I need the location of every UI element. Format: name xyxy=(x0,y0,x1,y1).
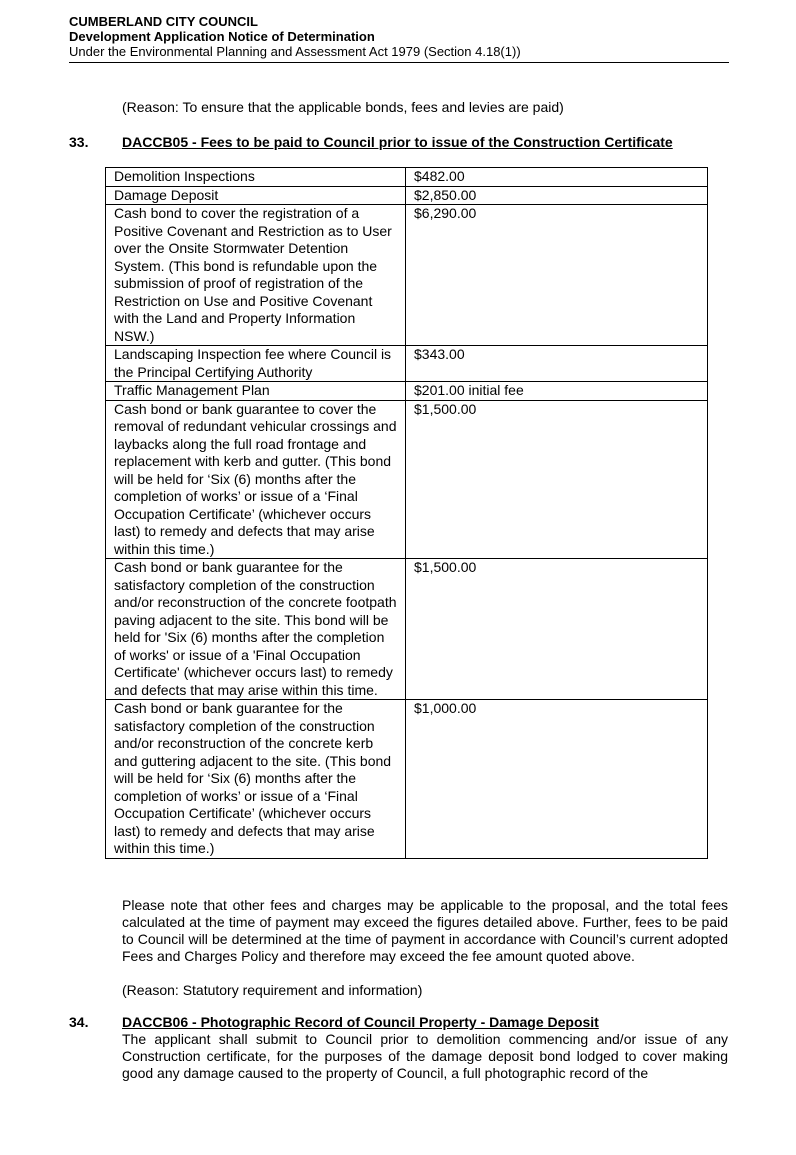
fee-description: Traffic Management Plan xyxy=(106,382,406,401)
fee-amount: $343.00 xyxy=(406,346,708,382)
header-divider xyxy=(69,62,729,63)
table-row xyxy=(106,168,708,187)
fee-amount: $1,000.00 xyxy=(406,700,708,859)
section-34-body: The applicant shall submit to Council prior to demolition commencing and/or issue of any Construction certificate, for the purposes of the damage deposit bond lodged to cover making good any damage caused to the property of Council, a full photographic record of the xyxy=(122,1031,728,1081)
fee-description: Cash bond or bank guarantee to cover the removal of redundant vehicular crossings and laybacks along the full road frontage and replacement with kerb and gutter. (This bond will be held for ‘Six (6) months after the completion of works’ or issue of a ‘Final Occupation Certificate’ (whichever occurs last) to remedy and defects that may arise within this time.) xyxy=(106,400,406,559)
table-row xyxy=(106,559,708,700)
reason-statement-33: (Reason: Statutory requirement and information) xyxy=(122,982,423,998)
section-33-number: 33. xyxy=(69,134,89,150)
section-34-number: 34. xyxy=(69,1014,89,1030)
fee-amount: $1,500.00 xyxy=(406,559,708,700)
document-subtitle: Under the Environmental Planning and Assessment Act 1979 (Section 4.18(1)) xyxy=(69,44,521,59)
fee-description: Demolition Inspections xyxy=(106,168,406,187)
section-34-title: DACCB06 - Photographic Record of Council Property - Damage Deposit xyxy=(122,1014,599,1030)
fee-description: Cash bond or bank guarantee for the satisfactory completion of the construction and/or reconstruction of the concrete kerb and guttering adjacent to the site. (This bond will be held for ‘Six (6) months after the completion of works’ or issue of a ‘Final Occupation Certificate’ (whichever occurs last) to remedy and defects that may arise within this time.) xyxy=(106,700,406,859)
table-row xyxy=(106,382,708,401)
council-name: CUMBERLAND CITY COUNCIL xyxy=(69,14,258,29)
fee-description: Landscaping Inspection fee where Council is the Principal Certifying Authority xyxy=(106,346,406,382)
fees-note-paragraph: Please note that other fees and charges may be applicable to the proposal, and the total fees calculated at the time of payment may exceed the figures detailed above. Further, fees to be paid to Council will be determined at the time of payment in accordance with Council’s current adopted Fees and Charges Policy and therefore may exceed the fee amount quoted above. xyxy=(122,897,728,964)
fee-description: Cash bond or bank guarantee for the satisfactory completion of the construction and/or reconstruction of the concrete footpath paving adjacent to the site. This bond will be held for 'Six (6) months after the completion of works' or issue of a 'Final Occupation Certificate' (whichever occurs last) to remedy and defects that may arise within this time. xyxy=(106,559,406,700)
table-row xyxy=(106,700,708,859)
reason-statement-top: (Reason: To ensure that the applicable bonds, fees and levies are paid) xyxy=(122,99,564,115)
fees-table xyxy=(105,167,708,859)
table-row xyxy=(106,346,708,382)
section-33-title: DACCB05 - Fees to be paid to Council prior to issue of the Construction Certificate xyxy=(122,134,673,150)
table-row xyxy=(106,186,708,205)
document-title: Development Application Notice of Determination xyxy=(69,29,375,44)
fee-description: Cash bond to cover the registration of a Positive Covenant and Restriction as to User over the Onsite Stormwater Detention System. (This bond is refundable upon the submission of proof of registration of the Restriction on Use and Positive Covenant with the Land and Property Information NSW.) xyxy=(106,205,406,346)
fee-amount: $1,500.00 xyxy=(406,400,708,559)
fee-amount: $2,850.00 xyxy=(406,186,708,205)
fee-description: Damage Deposit xyxy=(106,186,406,205)
fee-amount: $6,290.00 xyxy=(406,205,708,346)
table-row xyxy=(106,400,708,559)
table-row xyxy=(106,205,708,346)
fee-amount: $482.00 xyxy=(406,168,708,187)
fee-amount: $201.00 initial fee xyxy=(406,382,708,401)
document-header xyxy=(69,14,729,59)
